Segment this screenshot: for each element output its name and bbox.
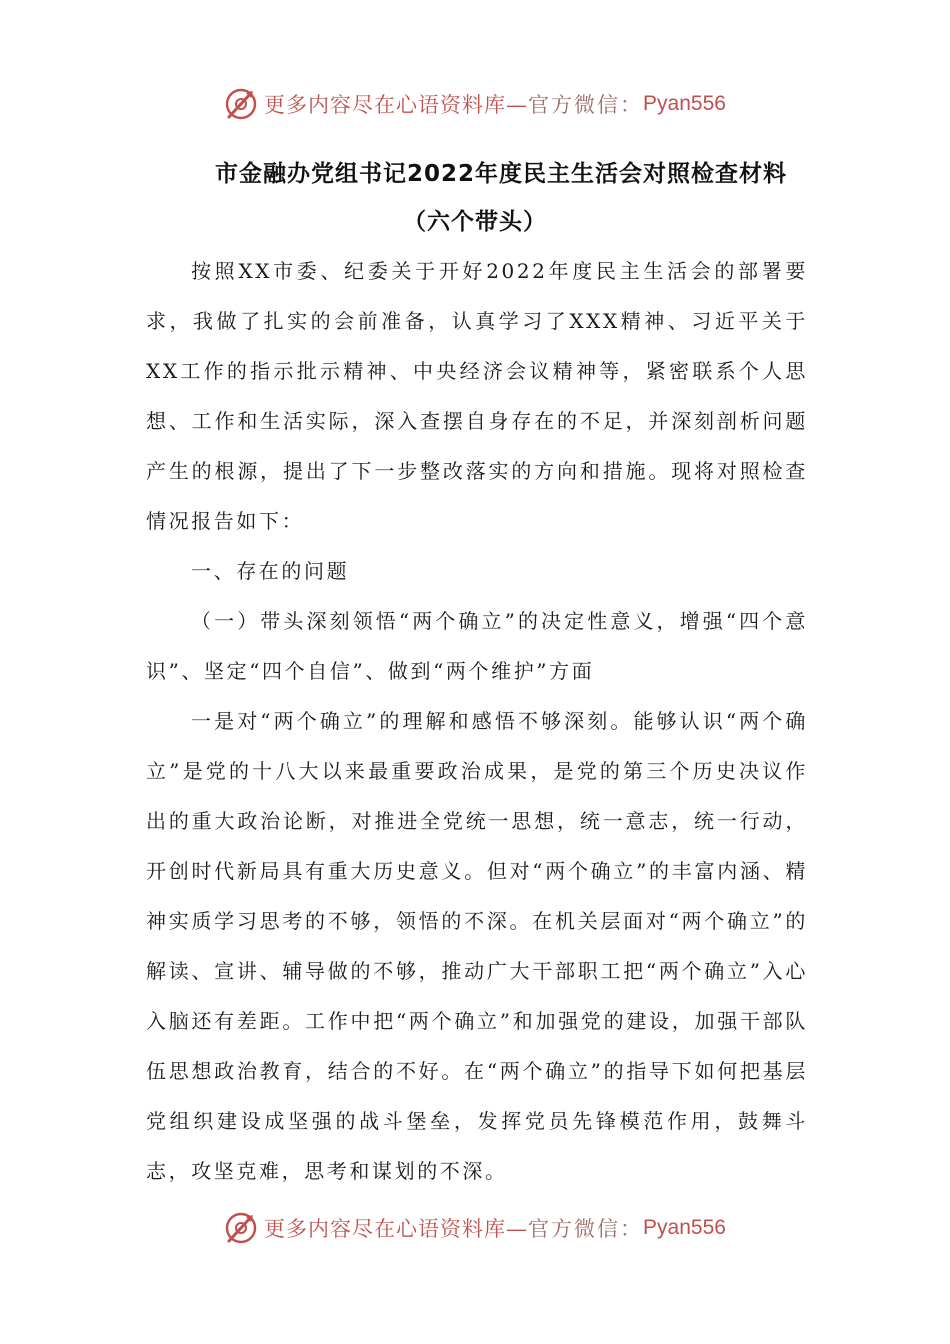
watermark-wechat-label: 官方微信： <box>528 93 644 117</box>
watermark-site-text: 更多内容尽在心语资料库— <box>264 93 529 117</box>
pen-logo-icon <box>224 1211 258 1245</box>
watermark-header <box>0 84 950 124</box>
section-heading: 一、存在的问题 <box>191 559 350 583</box>
watermark-site-text: 更多内容尽在心语资料库— <box>264 1217 529 1241</box>
watermark-wechat-id: Pyan556 <box>643 1216 726 1239</box>
document-subtitle: （六个带头） <box>403 209 547 235</box>
paragraph-body: 一是对“两个确立”的理解和感悟不够深刻。能够认识“两个确立”是党的十八大以来最重要政治成果，是党的第三个历史决议作出的重大政治论断，对推进全党统一思想，统一意志，统一行动，开创时代新局具有重大历史意义。但对“两个确立”的丰富内涵、精神实质学习思考的不够，领悟的不深。在机关层面对“两个确立”的解读、宣讲、辅导做的不够，推动广大干部职工把“两个确立”入心入脑还有差距。工作中把“两个确立”和加强党的建设，加强干部队伍思想政治教育，结合的不好。在“两个确立”的指导下如何把基层党组织建设成坚强的战斗堡垒，发挥党员先锋模范作用，鼓舞斗志，攻坚克难，思考和谋划的不深。 <box>146 709 808 1183</box>
document-title: 市金融办党组书记2022年度民主生活会对照检查材料 <box>214 161 787 187</box>
document-body <box>146 246 808 1196</box>
pen-logo-icon <box>224 87 258 121</box>
subsection-heading: （一）带头深刻领悟“两个确立”的决定性意义，增强“四个意识”、坚定“四个自信”、做到“两个维护”方面 <box>146 609 808 683</box>
paragraph-intro: 按照XX市委、纪委关于开好2022年度民主生活会的部署要求，我做了扎实的会前准备，认真学习了XXX精神、习近平关于XX工作的指示批示精神、中央经济会议精神等，紧密联系个人思想、工作和生活实际，深入查摆自身存在的不足，并深刻剖析问题产生的根源，提出了下一步整改落实的方向和措施。现将对照检查情况报告如下： <box>146 259 808 533</box>
watermark-wechat-id: Pyan556 <box>643 92 726 115</box>
watermark-wechat-label: 官方微信： <box>528 1217 644 1241</box>
watermark-footer <box>0 1208 950 1248</box>
